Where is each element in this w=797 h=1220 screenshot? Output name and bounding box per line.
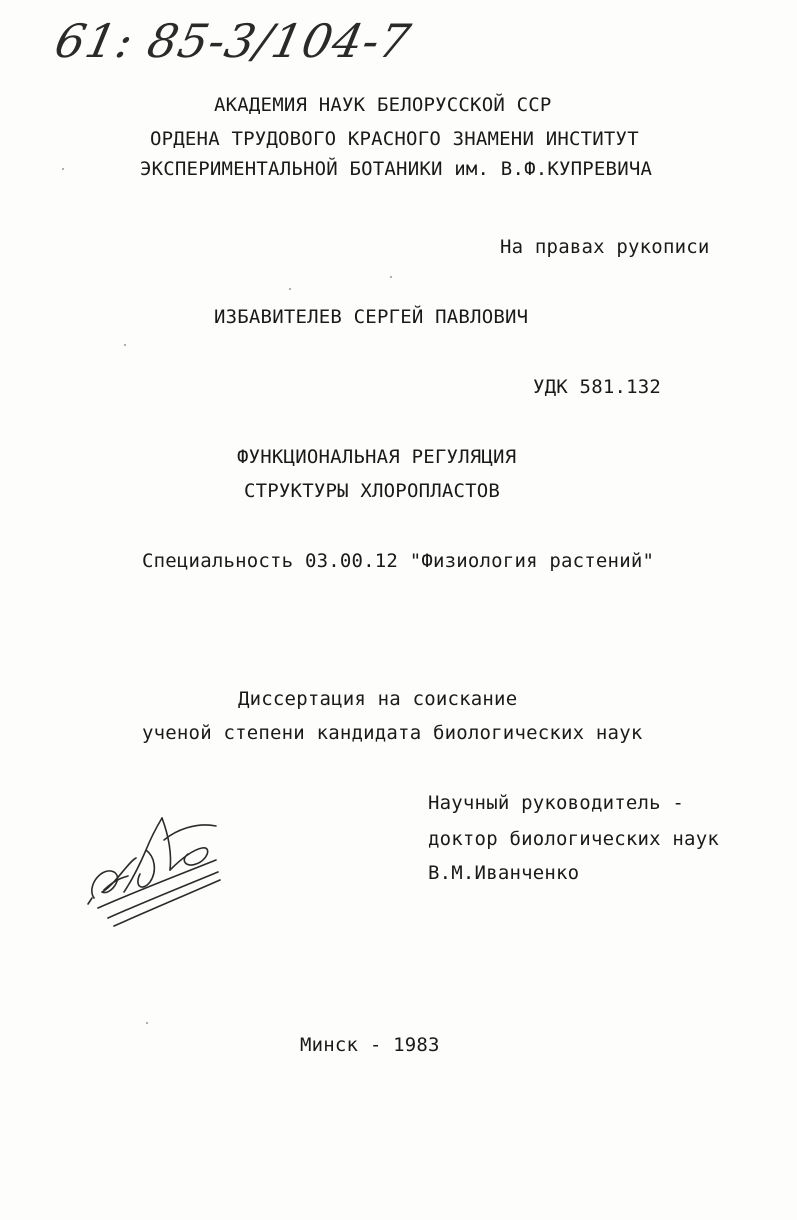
supervisor-role: Научный руководитель -: [428, 792, 685, 814]
supervisor-degree: доктор биологических наук: [428, 828, 719, 850]
paper-speck: [124, 344, 126, 346]
paper-speck: [62, 168, 64, 170]
institute-line-1: ОРДЕНА ТРУДОВОГО КРАСНОГО ЗНАМЕНИ ИНСТИТУТ: [150, 128, 639, 150]
author-name: ИЗБАВИТЕЛЕВ СЕРГЕЙ ПАВЛОВИЧ: [214, 306, 529, 328]
academy-heading: АКАДЕМИЯ НАУК БЕЛОРУССКОЙ ССР: [214, 94, 552, 116]
dissertation-line-2: ученой степени кандидата биологических наук: [142, 722, 643, 744]
thesis-title-line-1: ФУНКЦИОНАЛЬНАЯ РЕГУЛЯЦИЯ: [237, 446, 517, 468]
place-and-year: Минск - 1983: [300, 1034, 440, 1056]
paper-speck: [146, 1022, 148, 1024]
supervisor-name: В.М.Иванченко: [428, 862, 580, 884]
dissertation-line-1: Диссертация на соискание: [238, 688, 518, 710]
author-signature-icon: [84, 800, 234, 930]
archive-code-handwritten: 61: 85-3/104-7: [50, 14, 416, 68]
institute-line-2: ЭКСПЕРИМЕНТАЛЬНОЙ БОТАНИКИ им. В.Ф.КУПРЕВИЧА: [140, 158, 653, 180]
paper-speck: [289, 288, 291, 290]
specialty-line: Специальность 03.00.12 "Физиология растений": [142, 550, 655, 572]
thesis-title-line-2: СТРУКТУРЫ ХЛОРОПЛАСТОВ: [244, 480, 501, 502]
rights-note: На правах рукописи: [500, 236, 710, 258]
udc-code: УДК 581.132: [533, 376, 662, 398]
paper-speck: [390, 276, 392, 278]
